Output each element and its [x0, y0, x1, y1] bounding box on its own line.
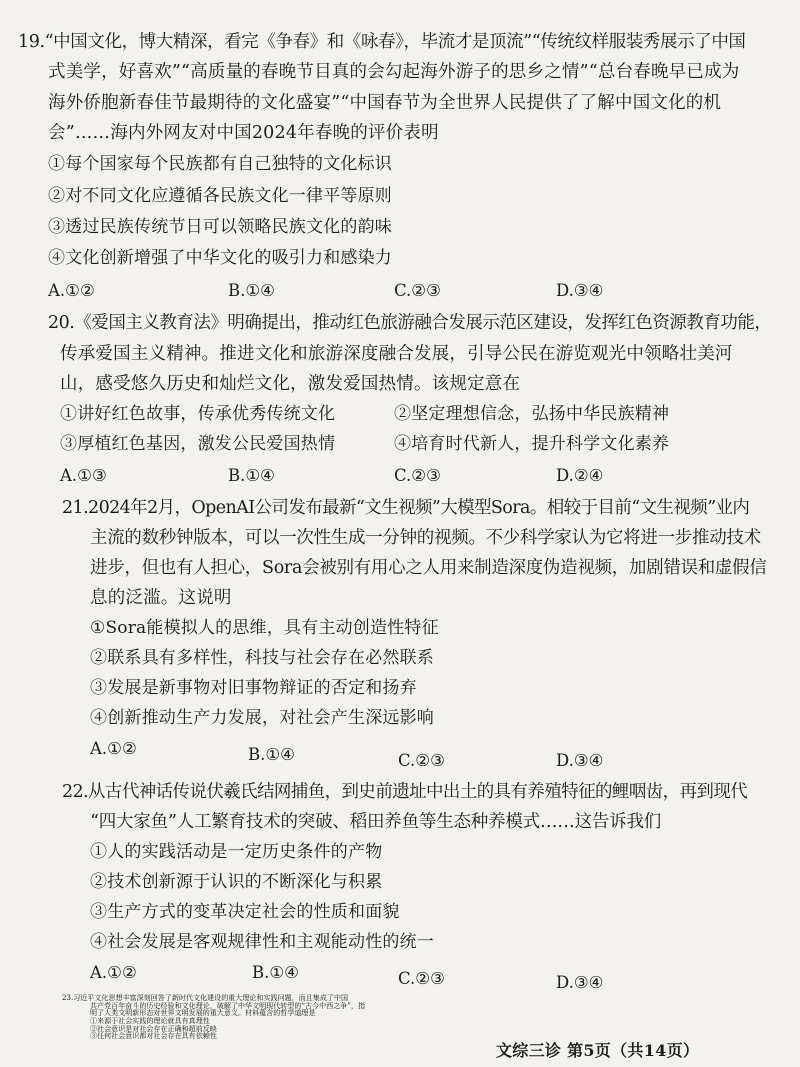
- question-21-stem-line-1: 21.2024年2月，OpenAI公司发布最新“文生视频”大模型Sora。相较于目前“文生视频”业内: [62, 498, 750, 518]
- question-19-choice-b: B.①④: [228, 281, 275, 300]
- question-19-option-3: ③透过民族传统节日可以领略民族文化的韵味: [48, 217, 392, 237]
- question-19-choice-a: A.①②: [48, 281, 95, 300]
- question-22-option-3: ③生产方式的变革决定社会的性质和面貌: [90, 902, 400, 922]
- question-23-stem-line-1: 23.习近平文化思想丰富深刻回答了新时代文化建设的重大理论和实践问题，而且集成了中国: [62, 993, 349, 1002]
- question-20-option-4: ④培育时代新人，提升科学文化素养: [394, 434, 670, 454]
- question-19-stem-line-4: 会”……海内外网友对中国2024年春晚的评价表明: [48, 123, 439, 143]
- question-23-stem-line-2: 共产党百年奋斗的历史经验和文化理论，破解了中华文明现代转型的“古今中西之争”，指: [90, 1000, 365, 1010]
- question-21-choice-d: D.③④: [556, 751, 604, 770]
- question-21-option-1: ①Sora能模拟人的思维，具有主动创造性特征: [90, 618, 439, 638]
- question-21-choice-c: C.②③: [398, 751, 445, 770]
- question-21-option-2: ②联系具有多样性，科技与社会存在必然联系: [90, 648, 434, 668]
- page-footer: 文综三诊 第5页（共14页）: [496, 1041, 700, 1060]
- question-22-option-1: ①人的实践活动是一定历史条件的产物: [90, 842, 383, 862]
- question-20-stem-line-2: 传承爱国主义精神。推进文化和旅游深度融合发展，引导公民在游览观光中领略壮美河: [60, 344, 733, 364]
- question-22-stem-line-1: 22.从古代神话传说伏羲氏结网捕鱼，到史前遗址中出土的具有养殖特征的鲤咽齿，再到现代: [62, 782, 748, 802]
- question-20-option-2: ②坚定理想信念，弘扬中华民族精神: [394, 404, 670, 424]
- question-23-option-3: ③任何社会意识都对社会存在具有依赖性: [90, 1031, 217, 1041]
- question-22-choice-c: C.②③: [398, 969, 445, 988]
- question-20-choice-c: C.②③: [394, 466, 441, 485]
- question-19-stem-line-2: 式美学，好喜欢”“高质量的春晚节目真的会勾起海外游子的思乡之情”“总台春晚早已成为: [48, 62, 740, 82]
- question-23-stem-line-3: 明了人类文明新形态对世界文明发展的重大意义。材料蕴含的哲学道理是: [90, 1008, 316, 1018]
- question-21-stem-line-3: 进步，但也有人担心，Sora会被别有用心之人用来制造深度伪造视频，加剧错误和虚假信: [90, 558, 767, 578]
- question-20-choice-d: D.②④: [556, 466, 604, 485]
- question-19-option-1: ①每个国家每个民族都有自己独特的文化标识: [48, 154, 392, 174]
- question-19-stem-line-3: 海外侨胞新春佳节最期待的文化盛宴”“中国春节为全世界人民提供了了解中国文化的机: [48, 93, 722, 113]
- question-19-stem-line-1: 19.“中国文化，博大精深，看完《争春》和《咏春》，毕流才是顶流”“传统纹样服装秀展示了中国: [18, 32, 746, 52]
- question-21-stem-line-4: 息的泛滥。这说明: [90, 588, 232, 608]
- question-20-stem-line-3: 山，感受悠久历史和灿烂文化，激发爱国热情。该规定意在: [60, 374, 521, 394]
- question-22-option-4: ④社会发展是客观规律性和主观能动性的统一: [90, 932, 434, 952]
- question-20-choice-b: B.①④: [228, 466, 275, 485]
- question-22-option-2: ②技术创新源于认识的不断深化与积累: [90, 872, 383, 892]
- question-21-stem-line-2: 主流的数秒钟版本，可以一次性生成一分钟的视频。不少科学家认为它将进一步推动技术: [90, 528, 761, 548]
- question-19-option-2: ②对不同文化应遵循各民族文化一律平等原则: [48, 186, 392, 206]
- question-19-choice-d: D.③④: [556, 281, 604, 300]
- question-22-stem-line-2: “四大家鱼”人工繁育技术的突破、稻田养鱼等生态种养模式……这告诉我们: [90, 812, 662, 832]
- question-20-option-1: ①讲好红色故事，传承优秀传统文化: [60, 404, 336, 424]
- question-19-choice-c: C.②③: [394, 281, 441, 300]
- question-21-option-3: ③发展是新事物对旧事物辩证的否定和扬弃: [90, 678, 417, 698]
- question-21-option-4: ④创新推动生产力发展，对社会产生深远影响: [90, 708, 434, 728]
- question-22-choice-b: B.①④: [252, 963, 299, 982]
- question-22-choice-a: A.①②: [90, 963, 137, 982]
- question-20-stem-line-1: 20.《爱国主义教育法》明确提出，推动红色旅游融合发展示范区建设，发挥红色资源教育功能，: [48, 313, 772, 333]
- question-22-choice-d: D.③④: [556, 973, 604, 992]
- question-20-option-3: ③厚植红色基因，激发公民爱国热情: [60, 434, 336, 454]
- question-21-choice-a: A.①②: [90, 739, 137, 758]
- question-23-option-2: ②社会意识是对社会存在正确和超前反映: [90, 1023, 217, 1033]
- question-23-option-1: ①来源于社会实践的理论就具有真理性: [90, 1016, 210, 1025]
- question-20-choice-a: A.①③: [60, 466, 107, 485]
- question-19-option-4: ④文化创新增强了中华文化的吸引力和感染力: [48, 248, 392, 268]
- question-21-choice-b: B.①④: [248, 745, 295, 764]
